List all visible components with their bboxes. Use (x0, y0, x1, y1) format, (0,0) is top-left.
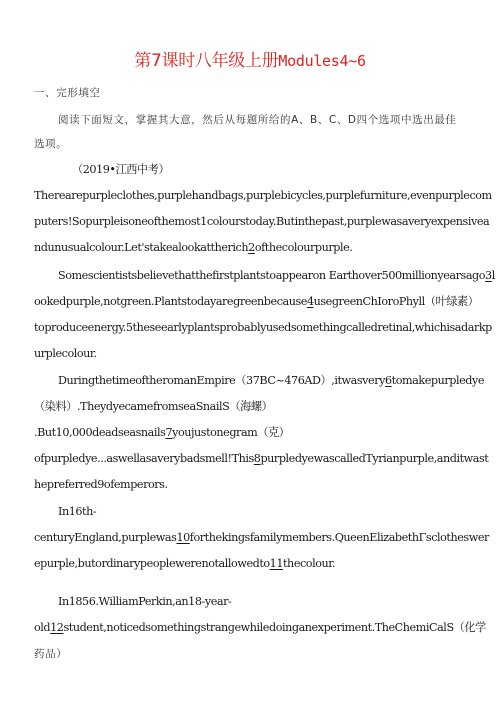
blank-10: 10 (176, 531, 190, 544)
para5-line3: 药品） (34, 648, 68, 660)
blank-11: 11 (269, 557, 284, 570)
para3-line2: （染料）.TheydyecamefromseaSnailS（海螺） (34, 400, 273, 413)
para3-line4: ofpurpledye...aswellasaverybadsmell!This8purpledyewascalledTyrianpurple,anditwast (34, 452, 489, 465)
source-note: （2019•江西中考） (72, 163, 170, 176)
instruction-line-2: 选项。 (34, 138, 68, 150)
title-main: 第7课时八年级上册 (134, 51, 279, 71)
blank-12: 12 (50, 621, 64, 634)
para2-line1: Somescientistsbelievethatthefirstplantstoappearon Earthover500millionyearsago3l (58, 269, 495, 282)
para3-line5: hepreferred9ofemperors. (34, 478, 168, 491)
para1-line2: puters!Sopurpleisoneofthemost1colourstoday.Butinthepast,purplewasaveryexpensivea (34, 215, 490, 228)
para1-line1: Therearepurpleclothes,purplehandbags,purplebicycles,purplefurniture,evenpurplecom (34, 189, 492, 202)
title-modules: Modules4~6 (278, 52, 366, 70)
para2-line2: ookedpurple,notgreen.Plantstodayaregreenbecause4usegreenChIoroPhyll（叶绿素） (34, 295, 479, 308)
para4-line1: In16th- (58, 505, 97, 518)
blank-7: 7 (165, 426, 173, 439)
blank-2: 2 (248, 241, 255, 254)
para4-line3: epurple,butordinarypeoplewerenotallowedto11thecolour. (34, 557, 336, 570)
section-heading: 一、完形填空 (34, 87, 101, 99)
para4-line2: centuryEngland,purplewas10forthekingsfamilymembers.QueenElizabethΓsclotheswer (34, 531, 489, 544)
para3-line3: .But10,000deadseasnails7youjustonegram（克） (34, 426, 290, 439)
blank-4: 4 (306, 295, 314, 308)
instruction-line-1: 阅读下面短文，掌握其大意，然后从每题所给的A、B、C、D四个选项中选出最佳 (58, 114, 457, 126)
para1-line3: ndunusualcolour.Let'stakealookattherich2ofthecolourpurple. (34, 241, 353, 254)
para5-line2: old12student,noticedsomethingstrangewhiledoinganexperiment.TheChemiCalS（化学 (34, 621, 486, 634)
blank-3: 3 (485, 269, 492, 282)
para3-line1: DuringthetimeoftheromanEmpire（37BC~476AD）,itwasvery6tomakepurpledye (58, 374, 485, 387)
para2-line4: urplecolour. (34, 347, 97, 360)
blank-8: 8 (253, 452, 261, 465)
para5-line1: In1856.WilliamPerkin,an18-year- (58, 595, 232, 608)
page-title (0, 46, 500, 71)
blank-6: 6 (385, 374, 392, 387)
para2-line3: toproduceenergy.5theseearlyplantsprobablyusedsomethingcalledretinal,whichisadarkp (34, 321, 492, 334)
